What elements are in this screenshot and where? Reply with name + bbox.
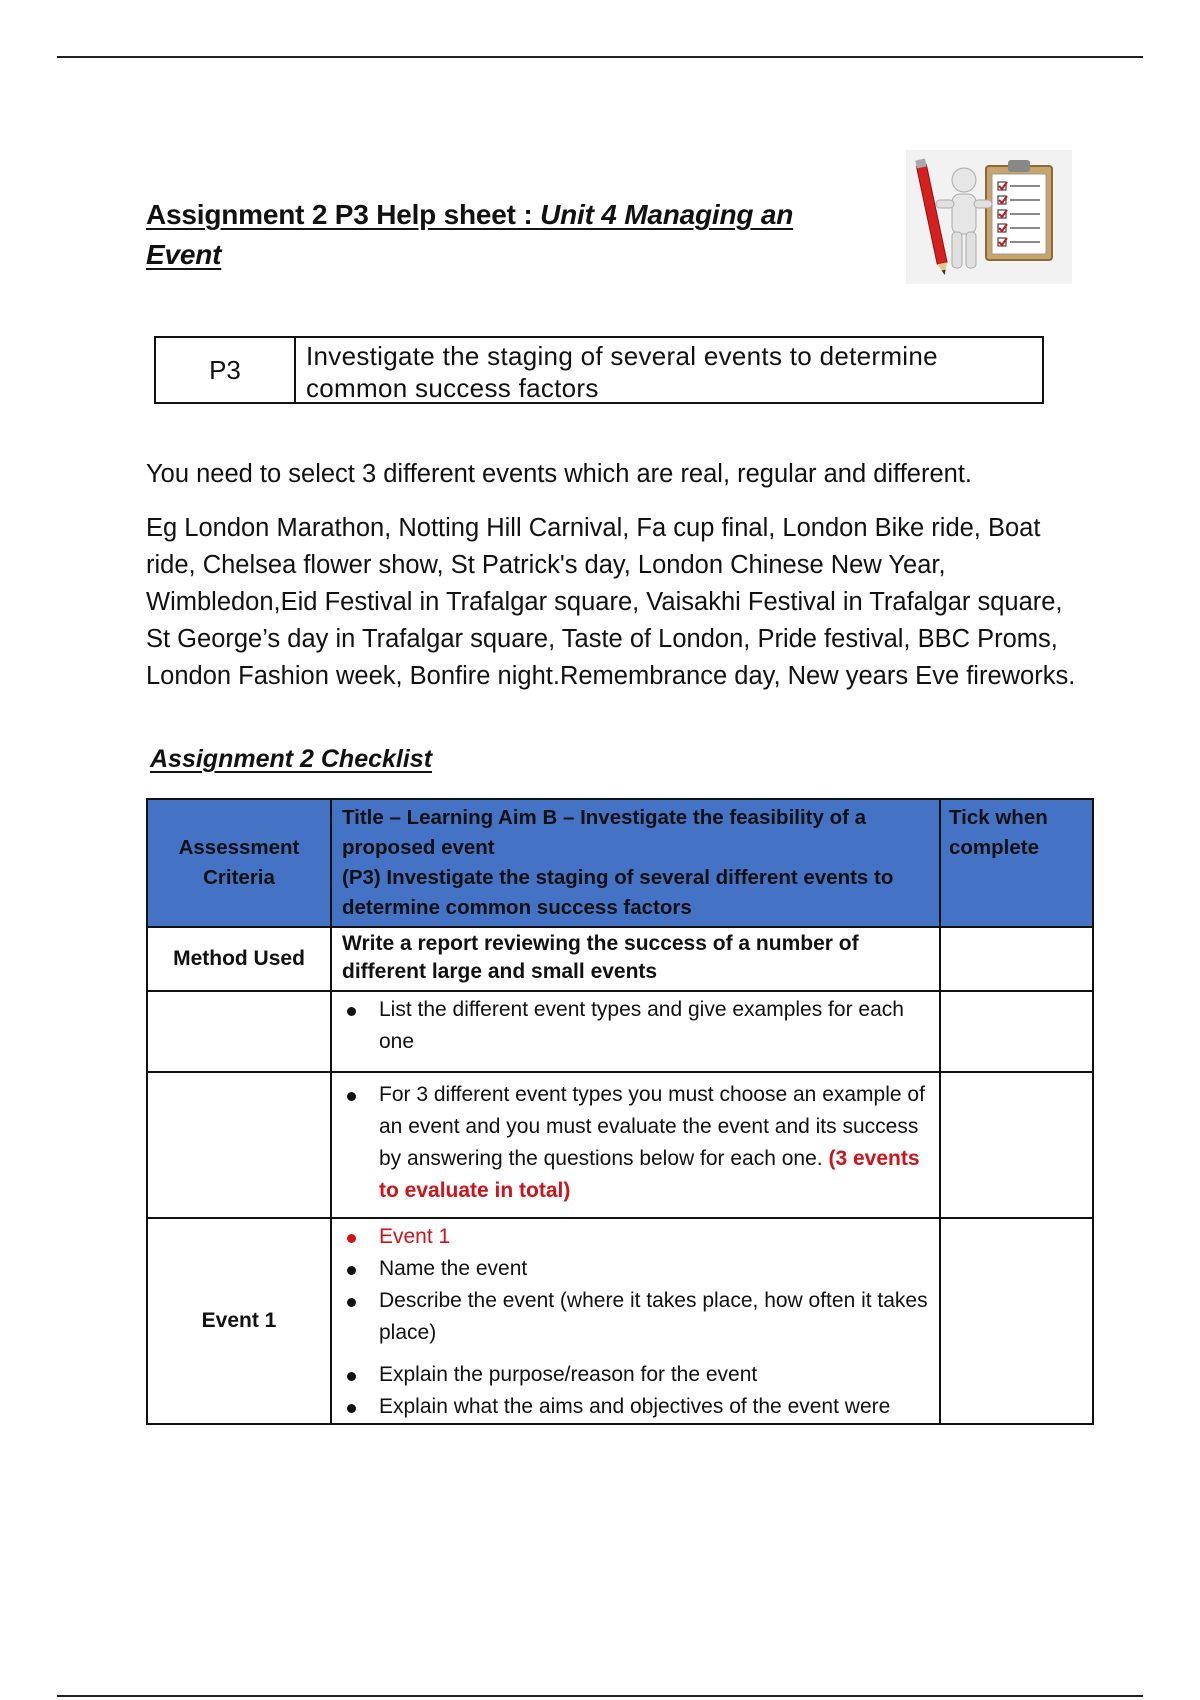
tick-cell[interactable] — [940, 927, 1093, 991]
list-item: Name the event — [344, 1253, 931, 1285]
table-header-row — [147, 799, 1093, 927]
checklist-figure-icon — [906, 150, 1072, 284]
empty-cell — [147, 991, 331, 1072]
checklist-table — [146, 798, 1094, 1425]
criterion-box — [154, 336, 1044, 404]
list-item: Explain what the aims and objectives of the event were — [344, 1391, 931, 1423]
empty-cell — [147, 1072, 331, 1218]
header-criteria: Assessment Criteria — [147, 799, 331, 927]
criterion-description: Investigate the staging of several events to determine common success factors — [306, 341, 938, 403]
top-rule — [57, 56, 1143, 58]
method-label: Method Used — [147, 927, 331, 991]
bottom-rule — [57, 1695, 1143, 1697]
page-title: Assignment 2 P3 Help sheet : Unit 4 Managing an Event — [146, 199, 794, 270]
list-item: Event 1 — [344, 1221, 931, 1253]
task-cell — [331, 1072, 940, 1218]
task-cell — [331, 1218, 940, 1424]
table-row — [147, 1218, 1093, 1424]
checklist-heading: Assignment 2 Checklist — [150, 745, 433, 773]
highlight-text: (3 events to evaluate in total) — [379, 1147, 920, 1202]
examples-paragraph: Eg London Marathon, Notting Hill Carnival, Fa cup final, London Bike ride, Boat ride, Chelsea flower show, St Patrick's day, London Chinese New Year, Wimbledon,Eid Festival in Trafalgar square, Vaisakhi Festival in Trafalgar square, St George’s day in Trafalgar square, Taste of London, Pride festival, BBC Proms, London Fashion week, Bonfire night.Remembrance day, New years Eve fireworks. — [146, 514, 1076, 690]
header-tick: Tick when complete — [940, 799, 1093, 927]
table-row — [147, 1072, 1093, 1218]
intro-paragraph: You need to select 3 different events which are real, regular and different. — [146, 460, 972, 488]
criterion-code: P3 — [156, 338, 296, 402]
list-item: List the different event types and give examples for each one — [344, 994, 931, 1058]
table-row — [147, 927, 1093, 991]
tick-cell[interactable] — [940, 1218, 1093, 1424]
list-item: Explain the purpose/reason for the event — [344, 1359, 931, 1391]
table-row — [147, 991, 1093, 1072]
list-item: For 3 different event types you must choose an example of an event and you must evaluate the event and its success by answering the questions below for each one. (3 events to evaluate in total) — [344, 1079, 931, 1207]
tick-cell[interactable] — [940, 1072, 1093, 1218]
list-item: Describe the event (where it takes place, how often it takes place) — [344, 1285, 931, 1349]
method-text: Write a report reviewing the success of a number of different large and small events — [331, 927, 940, 991]
event-label: Event 1 — [147, 1218, 331, 1424]
tick-cell[interactable] — [940, 991, 1093, 1072]
header-title: Title – Learning Aim B – Investigate the feasibility of a proposed event (P3) Investigate the staging of several different events to determine common success factors — [331, 799, 940, 927]
task-cell — [331, 991, 940, 1072]
